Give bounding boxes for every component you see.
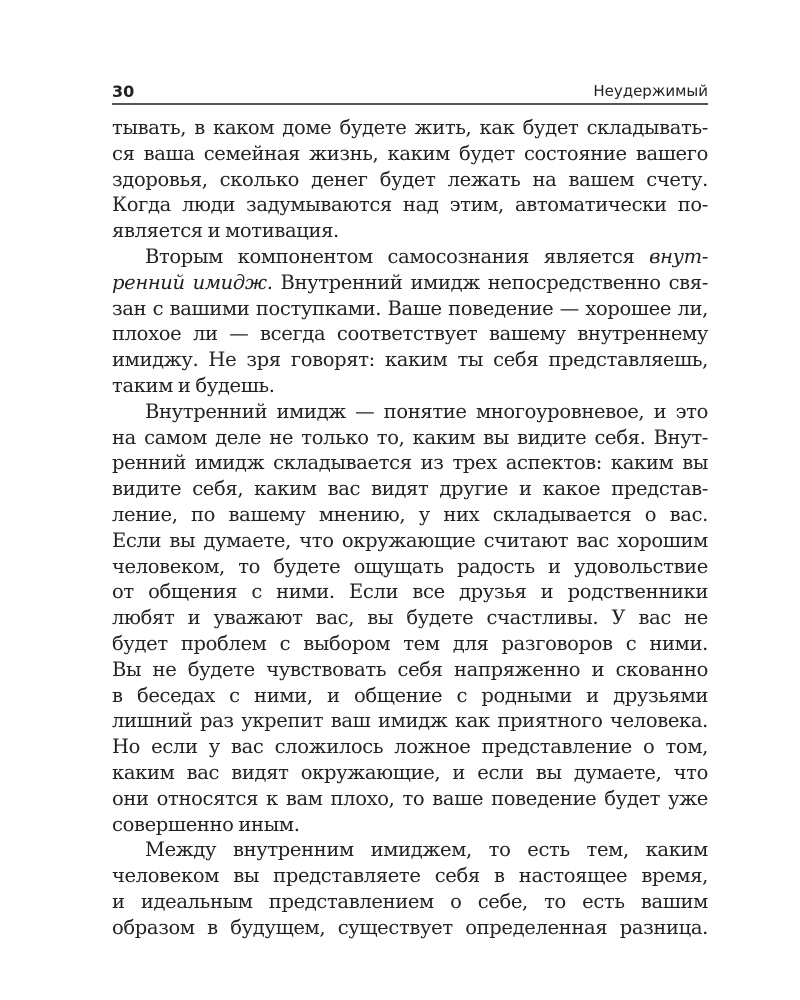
- text-segment: Когда люди задумываются над этим, автоматически по-: [112, 193, 708, 217]
- text-line: [112, 838, 708, 864]
- text-segment: таким и будешь.: [112, 373, 275, 397]
- text-line: [112, 451, 708, 477]
- text-segment: здоровья, сколько денег будет лежать на вашем счету.: [112, 167, 708, 191]
- text-segment: человеком вы представляете себя в настоящее время,: [112, 864, 708, 888]
- text-segment: каким вас видят окружающие, и если вы думаете, что: [112, 760, 708, 784]
- text-segment: ся ваша семейная жизнь, каким будет состояние вашего: [112, 141, 708, 165]
- text-line: [112, 297, 708, 323]
- text-line: [112, 477, 708, 503]
- text-segment: Вы не будете чувствовать себя напряженно и скованно: [112, 657, 708, 681]
- text-segment: является и мотивация.: [112, 219, 339, 243]
- text-segment: и идеальным представлением о себе, то есть вашим: [112, 889, 708, 913]
- text-line: [112, 348, 708, 374]
- text-segment: совершенно иным.: [112, 812, 300, 836]
- text-segment: Между внутренним имиджем, то есть тем, каким: [145, 838, 708, 862]
- italic-term: ренний имидж.: [112, 270, 273, 294]
- text-line: [112, 787, 708, 813]
- text-segment: Но если у вас сложилось ложное представление о том,: [112, 735, 708, 759]
- text-line: [112, 168, 708, 194]
- text-line: [112, 193, 708, 219]
- text-line: [112, 426, 708, 452]
- text-segment: видите себя, каким вас видят другие и какое представ-: [112, 477, 708, 501]
- text-line: [112, 916, 708, 942]
- text-segment: Внутренний имидж — понятие многоуровневое, и это: [145, 399, 708, 423]
- text-segment: ление, по вашему мнению, у них складывается о вас.: [112, 502, 708, 526]
- text-segment: тывать, в каком доме будете жить, как будет складывать-: [112, 116, 708, 139]
- text-line: [112, 322, 708, 348]
- text-line: [112, 709, 708, 735]
- text-line: [112, 245, 708, 271]
- text-line: [112, 116, 708, 142]
- header-rule: [112, 103, 708, 105]
- text-line: [112, 658, 708, 684]
- page-number: 30: [112, 82, 135, 101]
- text-line: [112, 606, 708, 632]
- text-line: [112, 580, 708, 606]
- text-segment: зан с вашими поступками. Ваше поведение — хорошее ли,: [112, 296, 708, 320]
- text-line: [112, 813, 708, 839]
- text-segment: будет проблем с выбором тем для разговоров с ними.: [112, 631, 708, 655]
- text-segment: образом в будущем, существует определенная разница.: [112, 915, 708, 939]
- text-line: [112, 761, 708, 787]
- text-line: [112, 374, 708, 400]
- text-line: [112, 632, 708, 658]
- running-header: [112, 80, 708, 102]
- text-segment: ренний имидж складывается из трех аспектов: каким вы: [112, 451, 708, 475]
- text-segment: на самом деле не только то, каким вы видите себя. Внут-: [112, 425, 708, 449]
- text-line: [112, 555, 708, 581]
- text-segment: в беседах с ними, и общение с родными и друзьями: [112, 683, 708, 707]
- text-segment: Если вы думаете, что окружающие считают вас хорошим: [112, 528, 708, 552]
- body-text: [112, 116, 708, 942]
- italic-term: внут-: [649, 244, 708, 268]
- text-segment: плохое ли — всегда соответствует вашему внутреннему: [112, 322, 708, 346]
- text-line: [112, 503, 708, 529]
- text-line: [112, 271, 708, 297]
- text-segment: любят и уважают вас, вы будете счастливы. У вас не: [112, 606, 708, 630]
- text-segment: лишний раз укрепит ваш имидж как приятного человека.: [112, 709, 708, 733]
- text-line: [112, 890, 708, 916]
- text-line: [112, 684, 708, 710]
- text-line: [112, 735, 708, 761]
- text-line: [112, 142, 708, 168]
- text-line: [112, 529, 708, 555]
- running-title: Неудержимый: [593, 82, 708, 100]
- text-line: [112, 400, 708, 426]
- text-segment: от общения с ними. Если все друзья и родственники: [112, 580, 708, 604]
- text-line: [112, 219, 708, 245]
- text-segment: имиджу. Не зря говорят: каким ты себя представляешь,: [112, 348, 708, 372]
- text-segment: они относятся к вам плохо, то ваше поведение будет уже: [112, 786, 708, 810]
- text-segment: Вторым компонентом самосознания является: [145, 244, 650, 268]
- text-segment: Внутренний имидж непосредственно свя-: [272, 270, 708, 294]
- text-segment: человеком, то будете ощущать радость и удовольствие: [112, 554, 708, 578]
- text-line: [112, 864, 708, 890]
